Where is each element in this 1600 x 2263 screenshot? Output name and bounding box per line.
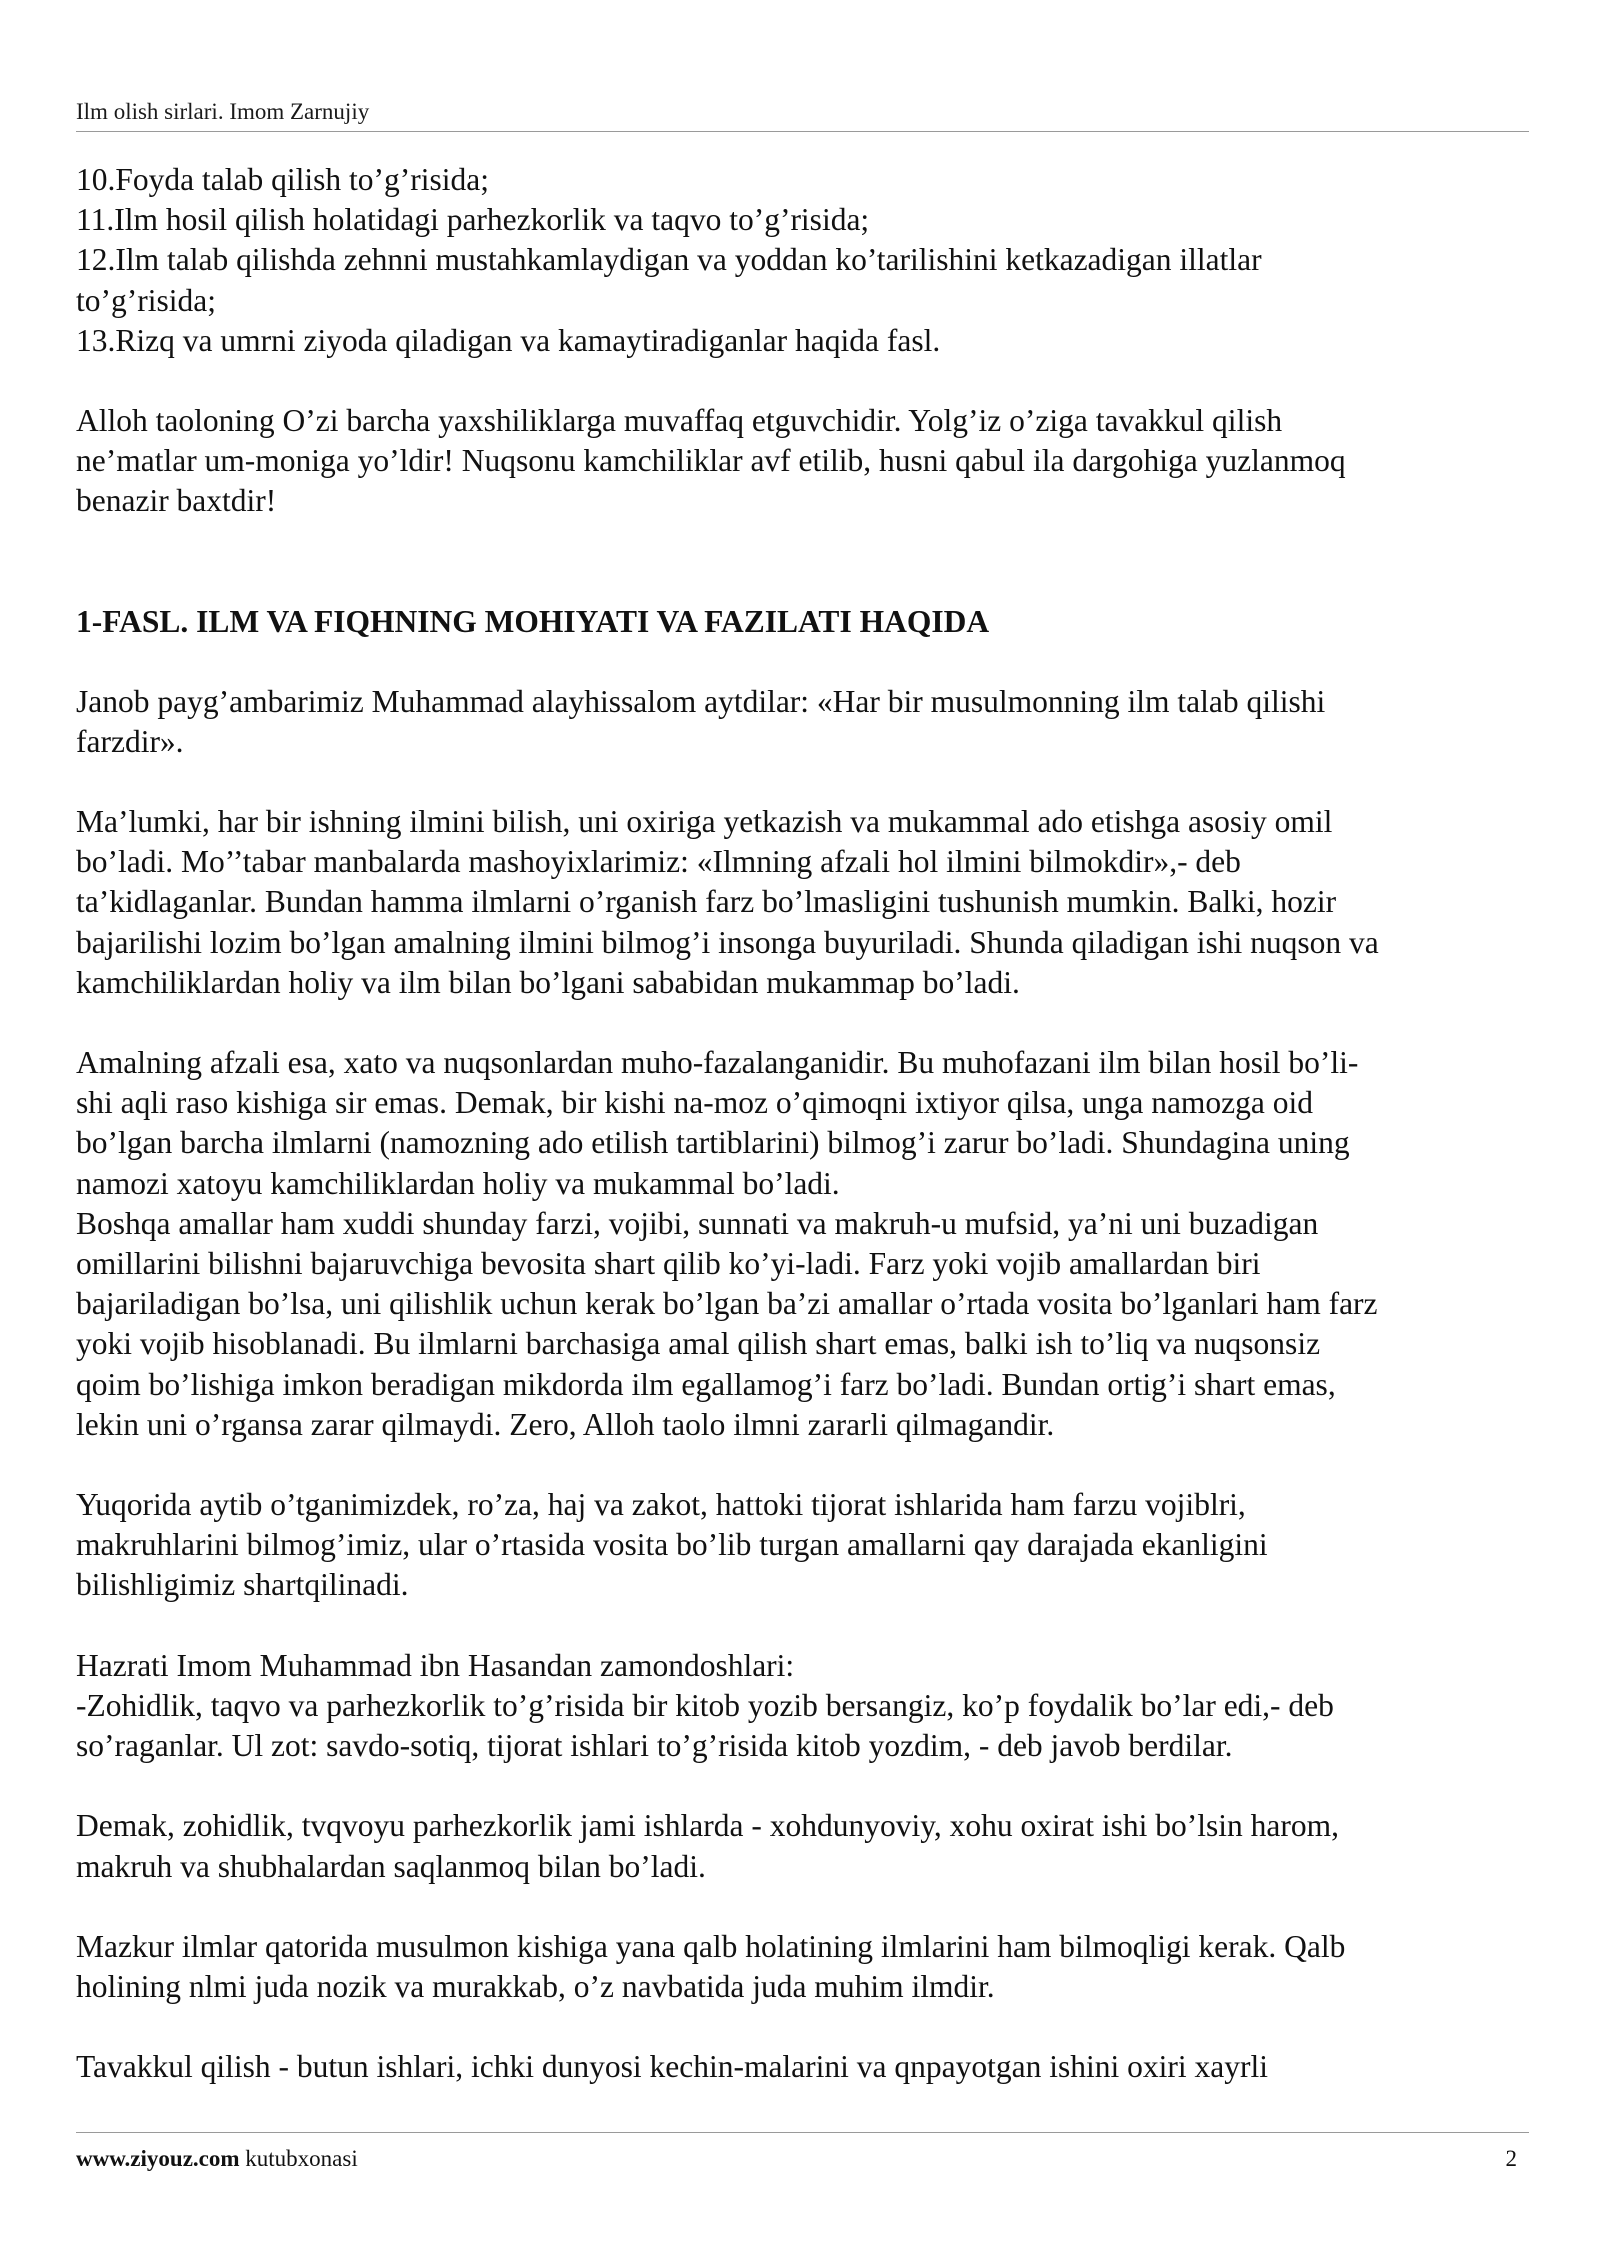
text-line: bo’lgan barcha ilmlarni (namozning ado etilish tartiblarini) bilmog’i zarur bo’ladi. Shundagina uning — [76, 1125, 1350, 1161]
text-line: 13.Rizq va umrni ziyoda qiladigan va kamaytiradiganlar haqida fasl. — [76, 322, 941, 358]
paragraph-intro — [76, 401, 1536, 522]
text-line: 12.Ilm talab qilishda zehnni mustahkamlaydigan va yoddan ko’tarilishini ketkazadigan illatlar — [76, 242, 1262, 278]
list-item — [76, 321, 1536, 361]
text-line: Yuqorida aytib o’tganimizdek, ro’za, haj va zakot, hattoki tijorat ishlarida ham farzu vojiblri, — [76, 1487, 1246, 1523]
text-line: Mazkur ilmlar qatorida musulmon kishiga yana qalb holatining ilmlarini ham bilmoqligi kerak. Qalb — [76, 1928, 1346, 1964]
paragraph-yuqorida — [76, 1485, 1536, 1606]
paragraph-demak — [76, 1806, 1536, 1886]
footer-source — [76, 2145, 358, 2173]
page-footer — [76, 2132, 1529, 2173]
header-title: Ilm olish sirlari. Imom Zarnujiy — [76, 99, 370, 124]
text-line: kamchiliklardan holiy va ilm bilan bo’lgani sababidan mukammap bo’ladi. — [76, 964, 1020, 1000]
text-line: omillarini bilishni bajaruvchiga bevosita shart qilib ko’yi-ladi. Farz yoki vojib amallardan biri — [76, 1246, 1261, 1282]
text-line: namozi xatoyu kamchiliklardan holiy va mukammal bo’ladi. — [76, 1165, 840, 1201]
text-line: lekin uni o’rgansa zarar qilmaydi. Zero, Alloh taolo ilmni zararli qilmagandir. — [76, 1406, 1055, 1442]
paragraph-hazrati — [76, 1646, 1536, 1767]
paragraph-mazkur — [76, 1927, 1536, 2007]
list-item — [76, 240, 1536, 320]
text-line: Alloh taoloning O’zi barcha yaxshiliklarga muvaffaq etguvchidir. Yolg’iz o’ziga tavakkul qilish — [76, 403, 1283, 439]
text-line: Hazrati Imom Muhammad ibn Hasandan zamondoshlari: — [76, 1647, 795, 1683]
paragraph-tavakkul — [76, 2047, 1536, 2087]
page-content — [76, 160, 1536, 2087]
text-line: so’raganlar. Ul zot: savdo-sotiq, tijorat ishlari to’g’risida kitob yozdim, - deb javob berdilar. — [76, 1728, 1233, 1764]
text-line: shi aqli raso kishiga sir emas. Demak, bir kishi na-moz o’qimoqni ixtiyor qilsa, unga namozga oid — [76, 1085, 1314, 1121]
text-line: bo’ladi. Mo’’tabar manbalarda mashoyixlarimiz: «Ilmning afzali hol ilmini bilmokdir»,- deb — [76, 844, 1241, 880]
text-line: makruh va shubhalardan saqlanmoq bilan bo’ladi. — [76, 1848, 706, 1884]
text-line: -Zohidlik, taqvo va parhezkorlik to’g’risida bir kitob yozib bersangiz, ko’p foydalik bo’lar edi,- deb — [76, 1687, 1334, 1723]
section-heading: 1-FASL. ILM VA FIQHNING MOHIYATI VA FAZILATI HAQIDA — [76, 603, 990, 639]
paragraph-amalning — [76, 1043, 1536, 1445]
text-line: Amalning afzali esa, xato va nuqsonlardan muho-fazalanganidir. Bu muhofazani ilm bilan hosil bo’li- — [76, 1045, 1359, 1081]
list-item — [76, 200, 1536, 240]
text-line: ne’matlar um-moniga yo’ldir! Nuqsonu kamchiliklar avf etilib, husni qabul ila dargohiga yuzlanmoq — [76, 443, 1346, 479]
text-line: Janob payg’ambarimiz Muhammad alayhissalom aytdilar: «Har bir musulmonning ilm talab qilishi — [76, 683, 1326, 719]
text-line: yoki vojib hisoblanadi. Bu ilmlarni barchasiga amal qilish shart emas, balki ish to’liq va nuqsonsiz — [76, 1326, 1321, 1362]
text-line: farzdir». — [76, 723, 184, 759]
list-item — [76, 160, 1536, 200]
text-line: bajariladigan bo’lsa, uni qilishlik uchun kerak bo’lgan ba’zi amallar o’rtada vosita bo’lganlari ham farz — [76, 1286, 1378, 1322]
page-header — [76, 96, 1529, 132]
footer-site-link[interactable]: www.ziyouz.com — [76, 2146, 240, 2171]
text-line: Boshqa amallar ham xuddi shunday farzi, vojibi, sunnati va makruh-u mufsid, ya’ni uni buzadigan — [76, 1205, 1319, 1241]
text-line: Ma’lumki, har bir ishning ilmini bilish, uni oxiriga yetkazish va mukammal ado etishga asosiy omil — [76, 804, 1333, 840]
text-line: 10.Foyda talab qilish to’g’risida; — [76, 162, 489, 197]
text-line: to’g’risida; — [76, 282, 216, 318]
text-line: bilishligimiz shartqilinadi. — [76, 1567, 409, 1603]
text-line: ta’kidlaganlar. Bundan hamma ilmlarni o’rganish farz bo’lmasligini tushunish mumkin. Balki, hozir — [76, 884, 1337, 920]
paragraph-hadith — [76, 682, 1536, 762]
page-number: 2 — [1505, 2146, 1517, 2171]
text-line: makruhlarini bilmog’imiz, ular o’rtasida vosita bo’lib turgan amallarni qay darajada ekanligini — [76, 1527, 1268, 1563]
text-line: Tavakkul qilish - butun ishlari, ichki dunyosi kechin-malarini va qnpayotgan ishini oxiri xayrli — [76, 2049, 1268, 2085]
footer-suffix: kutubxonasi — [239, 2146, 358, 2171]
text-line: 11.Ilm hosil qilish holatidagi parhezkorlik va taqvo to’g’risida; — [76, 202, 870, 238]
paragraph-malumki — [76, 802, 1536, 1003]
text-line: holining nlmi juda nozik va murakkab, o’z navbatida juda muhim ilmdir. — [76, 1968, 995, 2004]
text-line: Demak, zohidlik, tvqvoyu parhezkorlik jami ishlarda - xohdunyoviy, xohu oxirat ishi bo’lsin harom, — [76, 1808, 1339, 1844]
text-line: benazir baxtdir! — [76, 483, 277, 519]
text-line: bajarilishi lozim bo’lgan amalning ilmini bilmog’i insonga buyuriladi. Shunda qiladigan ishi nuqson va — [76, 924, 1379, 960]
text-line: qoim bo’lishiga imkon beradigan mikdorda ilm egallamog’i farz bo’ladi. Bundan ortig’i shart emas, — [76, 1366, 1336, 1402]
